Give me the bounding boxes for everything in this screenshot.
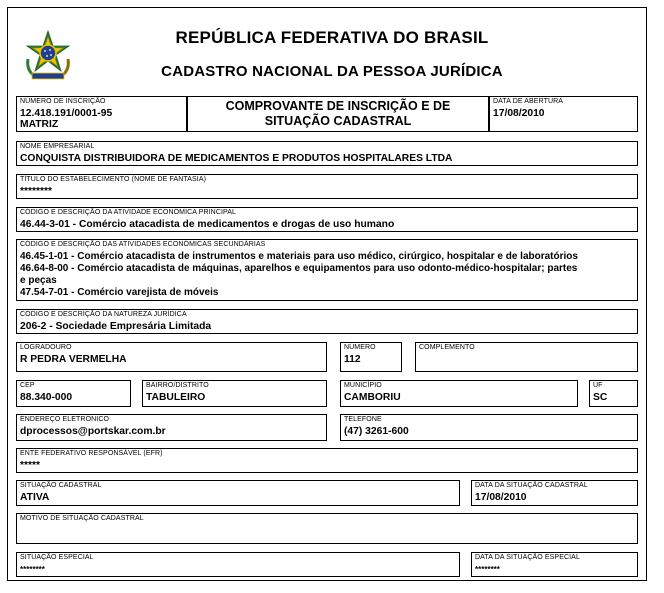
efr-value: *****: [20, 460, 41, 471]
uf-box: [589, 380, 638, 407]
bairro-label: BAIRRO/DISTRITO: [146, 382, 209, 389]
email-label: ENDEREÇO ELETRÔNICO: [20, 416, 110, 423]
data-situacao-value: 17/08/2010: [475, 492, 527, 503]
logradouro-label: LOGRADOURO: [20, 344, 72, 351]
uf-value: SC: [593, 392, 608, 403]
natureza-box: [16, 309, 638, 334]
comprovante-title: [188, 99, 488, 129]
fantasia-label: TÍTULO DO ESTABELECIMENTO (NOME DE FANTASIA): [20, 176, 207, 183]
data-situacao-especial-box: [471, 552, 638, 577]
email-box: [16, 414, 327, 441]
comprovante-line1: COMPROVANTE DE INSCRIÇÃO E DE: [225, 99, 451, 113]
nome-label: NOME EMPRESARIAL: [20, 143, 95, 150]
inscricao-type: MATRIZ: [20, 119, 59, 130]
data-situacao-especial-label: DATA DA SITUAÇÃO ESPECIAL: [475, 554, 580, 561]
cep-value: 88.340-000: [20, 392, 73, 403]
abertura-box: [489, 96, 638, 132]
data-situacao-especial-value: ********: [475, 565, 500, 574]
situacao-value: ATIVA: [20, 492, 50, 503]
cep-label: CEP: [20, 382, 35, 389]
natureza-label: CÓDIGO E DESCRIÇÃO DA NATUREZA JURÍDICA: [20, 311, 187, 318]
natureza-value: 206-2 - Sociedade Empresária Limitada: [20, 321, 212, 332]
comprovante-box: [187, 96, 489, 132]
fantasia-value: ********: [20, 186, 53, 197]
municipio-label: MUNICÍPIO: [344, 382, 382, 389]
uf-label: UF: [593, 382, 603, 389]
atividade-principal-box: [16, 207, 638, 232]
email-value: dprocessos@portskar.com.br: [20, 426, 166, 437]
municipio-value: CAMBORIU: [344, 392, 401, 403]
atividade-secundaria-2-cont: e peças: [20, 275, 57, 286]
inscricao-label: NÚMERO DE INSCRIÇÃO: [20, 98, 106, 105]
logradouro-value: R PEDRA VERMELHA: [20, 354, 127, 365]
situacao-label: SITUAÇÃO CADASTRAL: [20, 482, 102, 489]
nome-value: CONQUISTA DISTRIBUIDORA DE MEDICAMENTOS E PRODUTOS HOSPITALARES LTDA: [20, 153, 453, 164]
telefone-value: (47) 3261-600: [344, 426, 409, 437]
logradouro-box: [16, 342, 327, 372]
atividade-secundaria-2: 46.64-8-00 - Comércio atacadista de máquinas, aparelhos e equipamentos para uso odonto-médico-hospitalar; partes: [20, 263, 578, 274]
numero-value: 112: [344, 354, 361, 365]
abertura-label: DATA DE ABERTURA: [493, 98, 564, 105]
atividades-secundarias-box: [16, 239, 638, 301]
motivo-label: MOTIVO DE SITUAÇÃO CADASTRAL: [20, 515, 144, 522]
situacao-especial-value: ********: [20, 565, 45, 574]
atividades-secundarias-label: CÓDIGO E DESCRIÇÃO DAS ATIVIDADES ECONÔMICAS SECUNDÁRIAS: [20, 241, 266, 248]
inscricao-box: [16, 96, 187, 132]
data-situacao-label: DATA DA SITUAÇÃO CADASTRAL: [475, 482, 588, 489]
municipio-box: [340, 380, 578, 407]
numero-label: NÚMERO: [344, 344, 376, 351]
efr-box: [16, 448, 638, 473]
comprovante-line2: SITUAÇÃO CADASTRAL: [264, 114, 412, 128]
data-situacao-box: [471, 480, 638, 506]
situacao-especial-box: [16, 552, 460, 577]
numero-box: [340, 342, 402, 372]
abertura-value: 17/08/2010: [493, 108, 545, 119]
bairro-box: [142, 380, 327, 407]
efr-label: ENTE FEDERATIVO RESPONSÁVEL (EFR): [20, 450, 163, 457]
atividade-secundaria-1: 46.45-1-01 - Comércio atacadista de instrumentos e materiais para uso médico, cirúrgico, hospitalar e de laboratórios: [20, 251, 578, 262]
document-title: REPÚBLICA FEDERATIVA DO BRASIL: [175, 28, 489, 47]
document-subtitle: CADASTRO NACIONAL DA PESSOA JURÍDICA: [161, 63, 503, 80]
bairro-value: TABULEIRO: [146, 392, 206, 403]
atividade-secundaria-3: 47.54-7-01 - Comércio varejista de móveis: [20, 287, 219, 298]
situacao-especial-label: SITUAÇÃO ESPECIAL: [20, 554, 94, 561]
motivo-box: [16, 513, 638, 544]
cep-box: [16, 380, 131, 407]
situacao-box: [16, 480, 460, 506]
telefone-label: TELEFONE: [344, 416, 382, 423]
complemento-box: [415, 342, 638, 372]
nome-box: [16, 141, 638, 166]
complemento-label: COMPLEMENTO: [419, 344, 475, 351]
fantasia-box: [16, 174, 638, 199]
inscricao-number: 12.418.191/0001-95: [20, 108, 113, 119]
atividade-principal-label: CÓDIGO E DESCRIÇÃO DA ATIVIDADE ECONÔMICA PRINCIPAL: [20, 209, 237, 216]
atividade-principal-value: 46.44-3-01 - Comércio atacadista de medicamentos e drogas de uso humano: [20, 219, 395, 230]
telefone-box: [340, 414, 638, 441]
